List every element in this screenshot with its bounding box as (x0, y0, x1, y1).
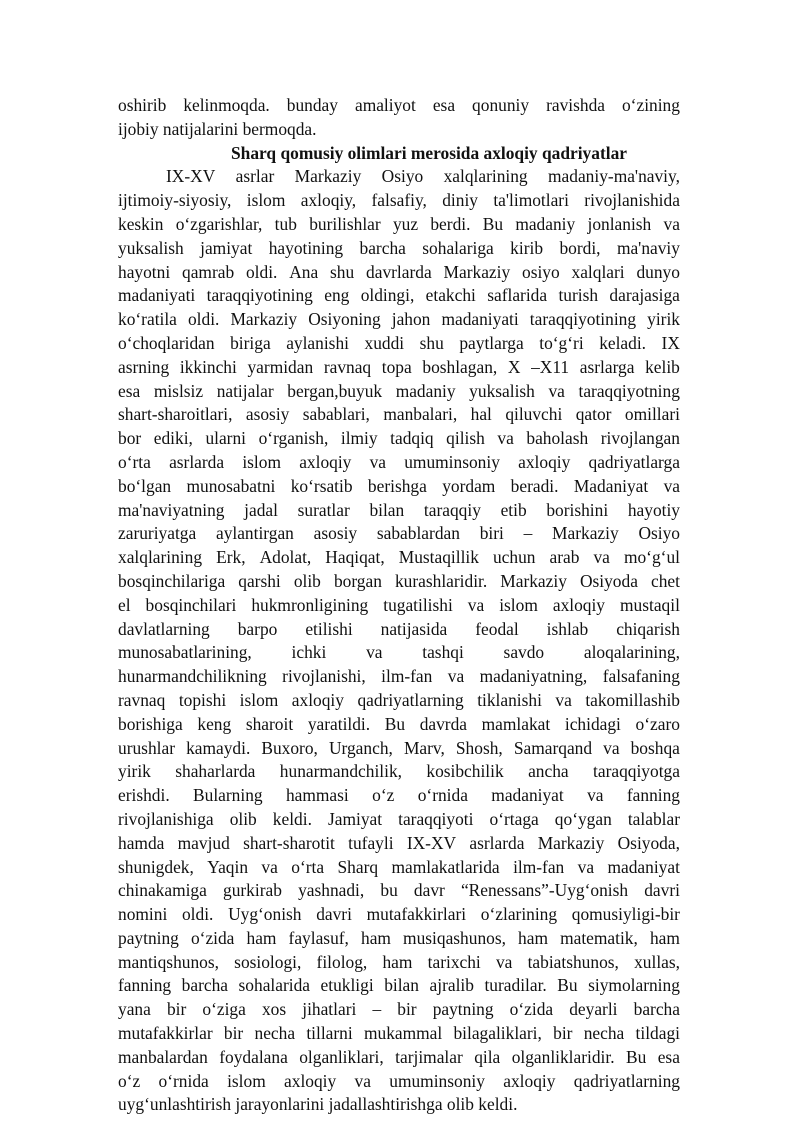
paragraph-line: hunarmandchilikning rivojlanishi, ilm-fan va madaniyatning, falsafaning (118, 666, 680, 687)
paragraph-line: ma'naviyatning jadal suratlar bilan taraqqiy etib borishini hayotiy (118, 499, 680, 520)
paragraph-line: rivojlanishiga olib keldi. Jamiyat taraqqiyoti o‘rtaga qo‘ygan talablar (118, 808, 680, 829)
paragraph-line: urushlar kamaydi. Buxoro, Urganch, Marv, Shosh, Samarqand va boshqa (118, 737, 680, 758)
paragraph-line: ko‘ratila oldi. Markaziy Osiyoning jahon madaniyati taraqqiyotining yirik (118, 309, 680, 330)
paragraph-line: bo‘lgan munosabatni ko‘rsatib berishga yordam beradi. Madaniyat va (118, 475, 680, 496)
paragraph-line: ravnaq topishi islom axloqiy qadriyatlarning tiklanishi va takomillashib (118, 689, 680, 710)
document-body (118, 94, 680, 1117)
paragraph-line: uyg‘unlashtirish jarayonlarini jadallashtirishga olib keldi. (118, 1094, 518, 1115)
paragraph-line: asrning ikkinchi yarmidan ravnaq topa boshlagan, X –X11 asrlarga kelib (118, 356, 680, 377)
paragraph-line: hayotni qamrab oldi. Ana shu davrlarda Markaziy osiyo xalqlari dunyo (118, 261, 680, 282)
paragraph-line: yana bir o‘ziga xos jihatlari – bir paytning o‘zida deyarli barcha (118, 999, 680, 1020)
paragraph-line: paytning o‘zida ham faylasuf, ham musiqashunos, ham matematik, ham (118, 927, 680, 948)
paragraph-line: el bosqinchilari hukmronligining tugatilishi va islom axloqiy mustaqil (118, 594, 680, 615)
paragraph-line: o‘choqlaridan biriga aylanishi xuddi shu paytlarga to‘g‘ri keladi. IX (118, 332, 680, 353)
paragraph-line: nomini oldi. Uyg‘onish davri mutafakkirlari o‘zlarining qomusiyligi-bir (118, 904, 680, 925)
paragraph-line: bosqinchilariga qarshi olib borgan kurashlaridir. Markaziy Osiyoda chet (118, 570, 680, 591)
paragraph-line: xalqlarining Erk, Adolat, Haqiqat, Mustaqillik uchun arab va mo‘g‘ul (118, 547, 680, 568)
intro-line: oshirib kelinmoqda. bunday amaliyot esa qonuniy ravishda o‘zining (118, 95, 680, 115)
paragraph-line: munosabatlarining, ichki va tashqi savdo aloqalarining, (118, 642, 680, 663)
paragraph-line: shart-sharoitlari, asosiy sabablari, manbalari, hal qiluvchi qator omillari (118, 404, 680, 425)
paragraph-line: davlatlarning barpo etilishi natijasida feodal ishlab chiqarish (118, 618, 680, 639)
paragraph-line: hamda mavjud shart-sharotit tufayli IX-XV asrlarda Markaziy Osiyoda, (118, 832, 680, 853)
paragraph-line: borishiga keng sharoit yaratildi. Bu davrda mamlakat ichidagi o‘zaro (118, 713, 680, 734)
paragraph-line: zaruriyatga aylantirgan asosiy sabablardan biri – Markaziy Osiyo (118, 523, 680, 544)
paragraph-line: bor ediki, ularni o‘rganish, ilmiy tadqiq qilish va baholash rivojlangan (118, 428, 680, 449)
intro-line: ijobiy natijalarini bermoqda. (118, 118, 317, 139)
paragraph-line: erishdi. Bularning hammasi o‘z o‘rnida madaniyat va fanning (118, 785, 680, 806)
paragraph-line: fanning barcha sohalarida etukligi bilan ajralib turadilar. Bu siymolarning (118, 975, 680, 996)
paragraph-line: yirik shaharlarda hunarmandchilik, kosibchilik ancha taraqqiyotga (118, 761, 680, 782)
paragraph-line: shunigdek, Yaqin va o‘rta Sharq mamlakatlarida ilm-fan va madaniyat (118, 856, 680, 877)
paragraph-line: manbalardan foydalana olganliklari, tarjimalar qila olganliklaridir. Bu esa (118, 1046, 680, 1067)
paragraph-line: mantiqshunos, sosiologi, filolog, ham tarixchi va tabiatshunos, xullas, (118, 951, 680, 972)
paragraph-line: mutafakkirlar bir necha tillarni mukammal bilagaliklari, bir necha tildagi (118, 1023, 680, 1044)
paragraph-line: yuksalish jamiyat hayotining barcha sohalariga kirib bordi, ma'naviy (118, 237, 680, 258)
paragraph-line: madaniyati taraqqiyotining eng oldingi, etakchi saflarida turish darajasiga (118, 285, 680, 306)
paragraph-line: o‘rta asrlarda islom axloqiy va umuminsoniy axloqiy qadriyatlarga (118, 451, 680, 472)
section-heading: Sharq qomusiy olimlari merosida axloqiy qadriyatlar (230, 142, 627, 163)
paragraph-line: IX-XV asrlar Markaziy Osiyo xalqlarining madaniy-ma'naviy, (166, 166, 680, 187)
paragraph-line: keskin o‘zgarishlar, tub burilishlar yuz berdi. Bu madaniy jonlanish va (118, 213, 680, 234)
paragraph-line: o‘z o‘rnida islom axloqiy va umuminsoniy axloqiy qadriyatlarning (118, 1070, 680, 1091)
paragraph-line: chinakamiga gurkirab yashnadi, bu davr “Renessans”-Uyg‘onish davri (118, 880, 680, 901)
paragraph-line: ijtimoiy-siyosiy, islom axloqiy, falsafiy, diniy ta'limotlari rivojlanishida (118, 190, 680, 211)
paragraph-line: esa mislsiz natijalar bergan,buyuk madaniy yuksalish va taraqqiyotning (118, 380, 680, 401)
